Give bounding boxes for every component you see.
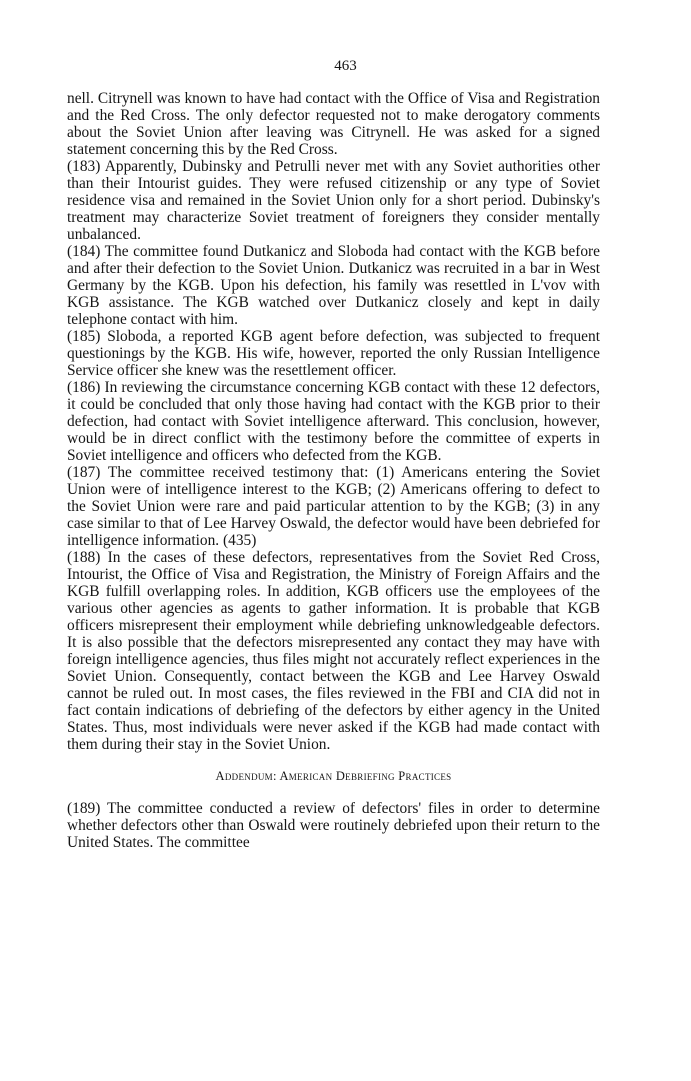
paragraph-187: (187) The committee received testimony that: (1) Americans entering the Soviet Union were of intelligence interest to the KGB; (2) Americans offering to defect to the Soviet Union were rare and paid particular attention to by the KGB; (3) in any case similar to that of Lee Harvey Oswald, the defector would have been debriefed for intelligence information. (435)	[67, 464, 600, 549]
paragraph-185: (185) Sloboda, a reported KGB agent before defection, was subjected to frequent questionings by the KGB. His wife, however, reported the only Russian Intelligence Service officer she knew was the resettlement officer.	[67, 328, 600, 379]
body-text	[67, 90, 600, 851]
paragraph-184: (184) The committee found Dutkanicz and Sloboda had contact with the KGB before and after their defection to the Soviet Union. Dutkanicz was recruited in a bar in West Germany by the KGB. Upon his defection, his family was resettled in L'vov with KGB assistance. The KGB watched over Dutkanicz closely and kept in daily telephone contact with him.	[67, 243, 600, 328]
paragraph-186: (186) In reviewing the circumstance concerning KGB contact with these 12 defectors, it could be concluded that only those having had contact with the KGB prior to their defection, had contact with Soviet intelligence afterward. This conclusion, however, would be in direct conflict with the testimony before the committee of experts in Soviet intelligence and officers who defected from the KGB.	[67, 379, 600, 464]
paragraph-188: (188) In the cases of these defectors, representatives from the Soviet Red Cross, Intourist, the Office of Visa and Registration, the Ministry of Foreign Affairs and the KGB fulfill overlapping roles. In addition, KGB officers use the employees of the various other agencies as agents to gather information. It is probable that KGB officers misrepresent their employment while debriefing unknowledgeable defectors. It is also possible that the defectors misrepresented any contact they may have with foreign intelligence agencies, thus files might not accurately reflect experiences in the Soviet Union. Consequently, contact between the KGB and Lee Harvey Oswald cannot be ruled out. In most cases, the files reviewed in the FBI and CIA did not in fact contain indications of debriefing of the defectors by either agency in the United States. Thus, most individuals were never asked if the KGB had made contact with them during their stay in the Soviet Union.	[67, 549, 600, 753]
paragraph-189: (189) The committee conducted a review of defectors' files in order to determine whether defectors other than Oswald were routinely debriefed upon their return to the United States. The committee	[67, 800, 600, 851]
page-number: 463	[334, 58, 357, 74]
paragraph-183: (183) Apparently, Dubinsky and Petrulli never met with any Soviet authorities other than their Intourist guides. They were refused citizenship or any type of Soviet residence visa and remained in the Soviet Union only for a short period. Dubinsky's treatment may characterize Soviet treatment of foreigners they consider mentally unbalanced.	[67, 158, 600, 243]
addendum-heading: Addendum: American Debriefing Practices	[215, 769, 452, 783]
paragraph-continuation: nell. Citrynell was known to have had contact with the Office of Visa and Registration and the Red Cross. The only defector requested not to make derogatory comments about the Soviet Union after leaving was Citrynell. He was asked for a signed statement concerning this by the Red Cross.	[67, 90, 600, 158]
